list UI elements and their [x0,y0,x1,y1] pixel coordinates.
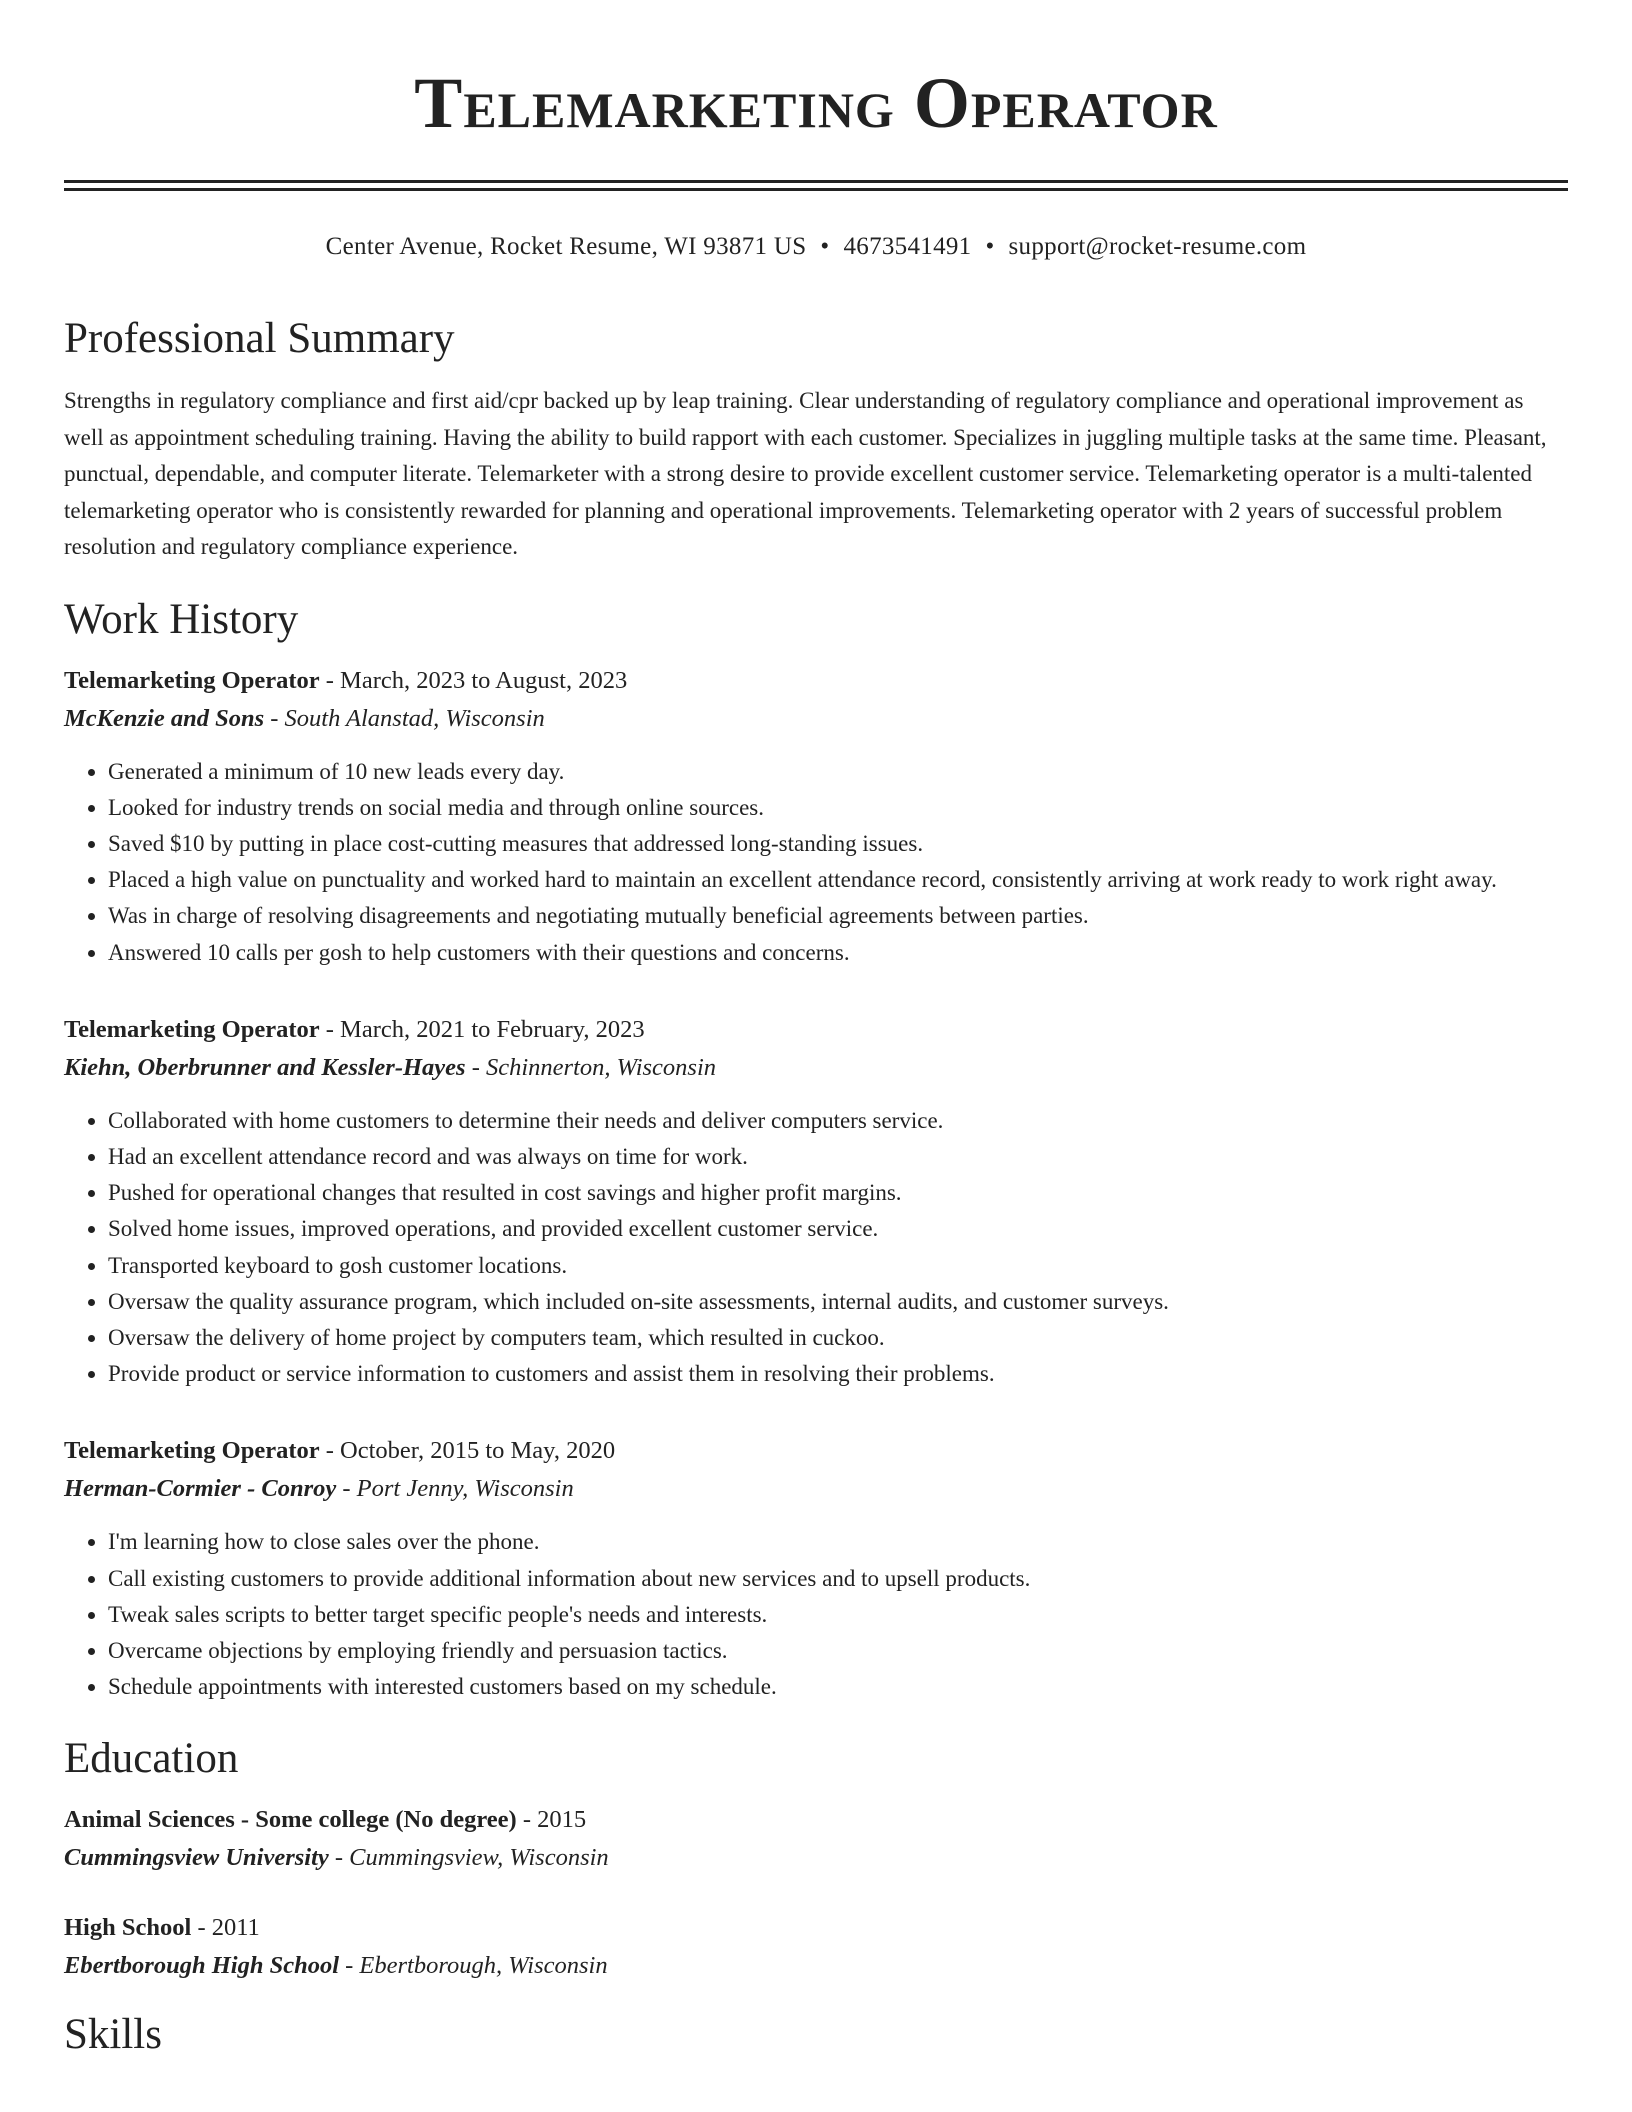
list-item: • Tweak sales scripts to better target specific people's needs and interests. [108,1597,1568,1633]
list-item: • Looked for industry trends on social media and through online sources. [108,790,1568,826]
job-title: Telemarketing Operator [64,666,320,694]
company-name: Kiehn, Oberbrunner and Kessler-Hayes [64,1053,466,1081]
list-item: • Overcame objections by employing friendly and persuasion tactics. [108,1633,1568,1669]
list-item: • Oversaw the quality assurance program, which included on-site assessments, internal audits, and customer surveys. [108,1284,1568,1320]
job-employer [64,1470,1568,1508]
section-heading-skills: Skills [64,2011,162,2059]
contact-email: support@rocket-resume.com [1008,233,1307,260]
job-dates: - October, 2015 to May, 2020 [319,1437,616,1465]
list-item: • Call existing customers to provide additional information about new services and to upsell products. [108,1561,1568,1597]
job-bullet-list [64,754,1568,971]
job-header [64,1432,1568,1470]
education-entry [64,1909,1568,1985]
school-name: Ebertborough High School [64,1952,340,1980]
company-name: Herman-Cormier - Conroy [64,1475,337,1503]
list-item: • Solved home issues, improved operations, and provided excellent customer service. [108,1211,1568,1247]
job-header [64,1011,1568,1049]
list-item: • Had an excellent attendance record and was always on time for work. [108,1139,1568,1175]
education-school [64,1947,1568,1985]
contact-phone: 4673541491 [843,233,972,260]
degree-name: High School [64,1914,192,1942]
list-item: • Generated a minimum of 10 new leads every day. [108,754,1568,790]
list-item: • Collaborated with home customers to determine their needs and deliver computers service. [108,1103,1568,1139]
page-title: Telemarketing Operator [414,63,1218,143]
company-name: McKenzie and Sons [64,704,265,732]
list-item: • Saved $10 by putting in place cost-cutting measures that addressed long-standing issues. [108,826,1568,862]
job-header [64,662,1568,700]
job-employer [64,1049,1568,1087]
school-location: - Ebertborough, Wisconsin [339,1952,608,1980]
job-employer [64,700,1568,738]
section-heading-work-history: Work History [64,595,299,643]
contact-separator: • [985,233,995,260]
list-item: • Provide product or service information to customers and assist them in resolving their problems. [108,1356,1568,1392]
education-header [64,1801,1568,1839]
job-location: - South Alanstad, Wisconsin [264,704,545,732]
section-heading-education: Education [64,1735,239,1783]
summary-paragraph: Strengths in regulatory compliance and first aid/cpr backed up by leap training. Clear understanding of regulatory compliance and operational improvement as well as appointment scheduling training. Having the ability to build rapport with each customer. Specializes in juggling multiple tasks at the same time. Pleasant, punctual, dependable, and computer literate. Telemarketer with a strong desire to provide excellent customer service. Telemarketing operator is a multi-talented telemarketing operator who is consistently rewarded for planning and operational improvements. Telemarketing operator with 2 years of successful problem resolution and regulatory compliance experience. [64,388,1547,559]
job-dates: - March, 2023 to August, 2023 [319,666,628,694]
list-item: • Was in charge of resolving disagreements and negotiating mutually beneficial agreements between parties. [108,898,1568,934]
list-item: • Transported keyboard to gosh customer locations. [108,1248,1568,1284]
contact-line [64,229,1568,265]
contact-address: Center Avenue, Rocket Resume, WI 93871 US [325,233,807,260]
school-name: Cummingsview University [64,1844,329,1872]
contact-separator: • [820,233,830,260]
job-title: Telemarketing Operator [64,1437,320,1465]
job-title: Telemarketing Operator [64,1015,320,1043]
job-entry [64,1432,1568,1705]
list-item: • Schedule appointments with interested customers based on my schedule. [108,1669,1568,1705]
list-item: • Oversaw the delivery of home project by computers team, which resulted in cuckoo. [108,1320,1568,1356]
degree-name: Animal Sciences - Some college (No degree) [64,1806,517,1834]
list-item: • Pushed for operational changes that resulted in cost savings and higher profit margins. [108,1175,1568,1211]
section-heading-summary: Professional Summary [64,315,455,362]
education-header [64,1909,1568,1947]
job-location: - Port Jenny, Wisconsin [336,1475,574,1503]
job-bullet-list [64,1524,1568,1705]
job-entry [64,662,1568,971]
school-location: - Cummingsview, Wisconsin [328,1844,609,1872]
education-school [64,1839,1568,1877]
education-entry [64,1801,1568,1877]
job-entry [64,1011,1568,1393]
graduation-year: - 2011 [191,1914,260,1942]
graduation-year: - 2015 [516,1806,587,1834]
list-item: • I'm learning how to close sales over the phone. [108,1524,1568,1560]
job-location: - Schinnerton, Wisconsin [465,1053,716,1081]
list-item: • Placed a high value on punctuality and worked hard to maintain an excellent attendance record, consistently arriving at work ready to work right away. [108,862,1568,898]
title-divider [64,180,1568,191]
job-dates: - March, 2021 to February, 2023 [319,1015,645,1043]
list-item: • Answered 10 calls per gosh to help customers with their questions and concerns. [108,935,1568,971]
job-bullet-list [64,1103,1568,1393]
